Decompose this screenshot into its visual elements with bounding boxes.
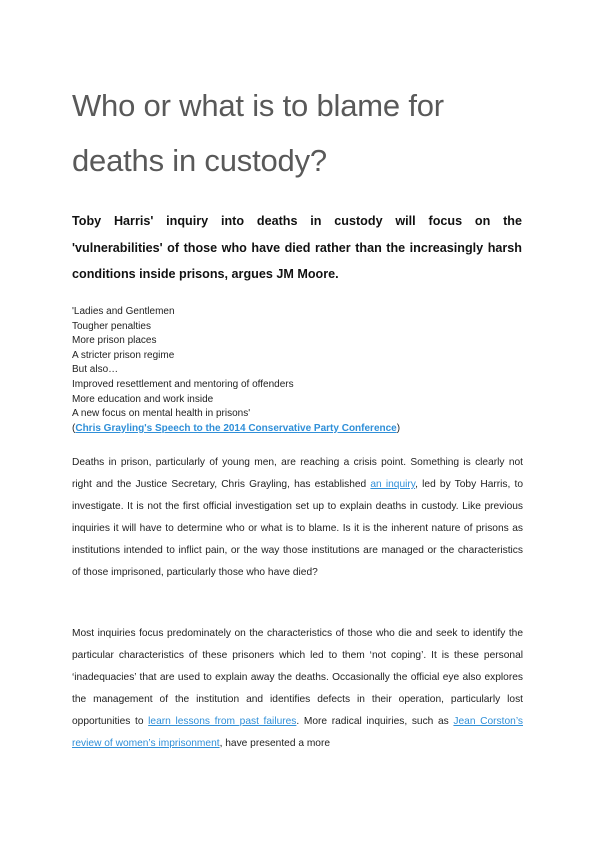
- speech-source-link[interactable]: Chris Grayling's Speech to the 2014 Conservative Party Conference: [75, 422, 397, 434]
- quote-line: 'Ladies and Gentlemen: [72, 306, 175, 317]
- inquiry-link[interactable]: an inquiry: [370, 479, 416, 490]
- past-failures-link[interactable]: learn lessons from past failures: [148, 716, 297, 727]
- paragraph-text: , have presented a more: [219, 738, 331, 749]
- quote-line: Tougher penalties: [72, 320, 151, 332]
- quote-line: More education and work inside: [72, 393, 214, 405]
- paragraph-text: , led by Toby Harris, to investigate. It is not the first official investigation set up to explain deaths in custody. Like previous inquiries it will have to determine who or what is to blame. Is it is the inherent nature of prisons as institutions intended to inflict pain, or the way those institutions are managed or the characteristics of those imprisoned, particularly those who have died?: [72, 479, 523, 578]
- article-title: Who or what is to blame for deaths in custody?: [72, 88, 444, 178]
- quote-source: [72, 422, 522, 437]
- paragraph-text: Most inquiries focus predominately on the characteristics of those who die and seek to identify the particular characteristics of these prisoners which led to them ‘not coping’. It is these personal ‘inadequacies’ that are used to explain away the deaths. Occasionally the official eye also explores the management of the institution and identifies defects in their operation, particularly lost opportunities to: [72, 628, 523, 727]
- body-paragraph-1: [72, 452, 523, 584]
- speech-quote: [72, 305, 522, 436]
- quote-source-open-paren: (: [72, 422, 76, 434]
- quote-line: A stricter prison regime: [72, 349, 175, 361]
- body-paragraph-2: [72, 623, 523, 755]
- corston-review-link[interactable]: Jean Corston’s review of women’s imprisonment: [72, 716, 523, 749]
- quote-line: A new focus on mental health in prisons': [72, 408, 251, 420]
- paragraph-text: Deaths in prison, particularly of young men, are reaching a crisis point. Something is clearly not right and the Justice Secretary, Chris Grayling, has established: [72, 457, 523, 490]
- quote-source-close-paren: ): [396, 422, 401, 434]
- paragraph-text: . More radical inquiries, such as: [296, 716, 454, 727]
- quote-line: But also…: [72, 364, 119, 376]
- article-standfirst: Toby Harris' inquiry into deaths in custody will focus on the 'vulnerabilities' of those who have died rather than the increasingly harsh conditions inside prisons, argues JM Moore.: [72, 214, 522, 281]
- quote-line: More prison places: [72, 335, 157, 347]
- quote-line: Improved resettlement and mentoring of offenders: [72, 378, 294, 390]
